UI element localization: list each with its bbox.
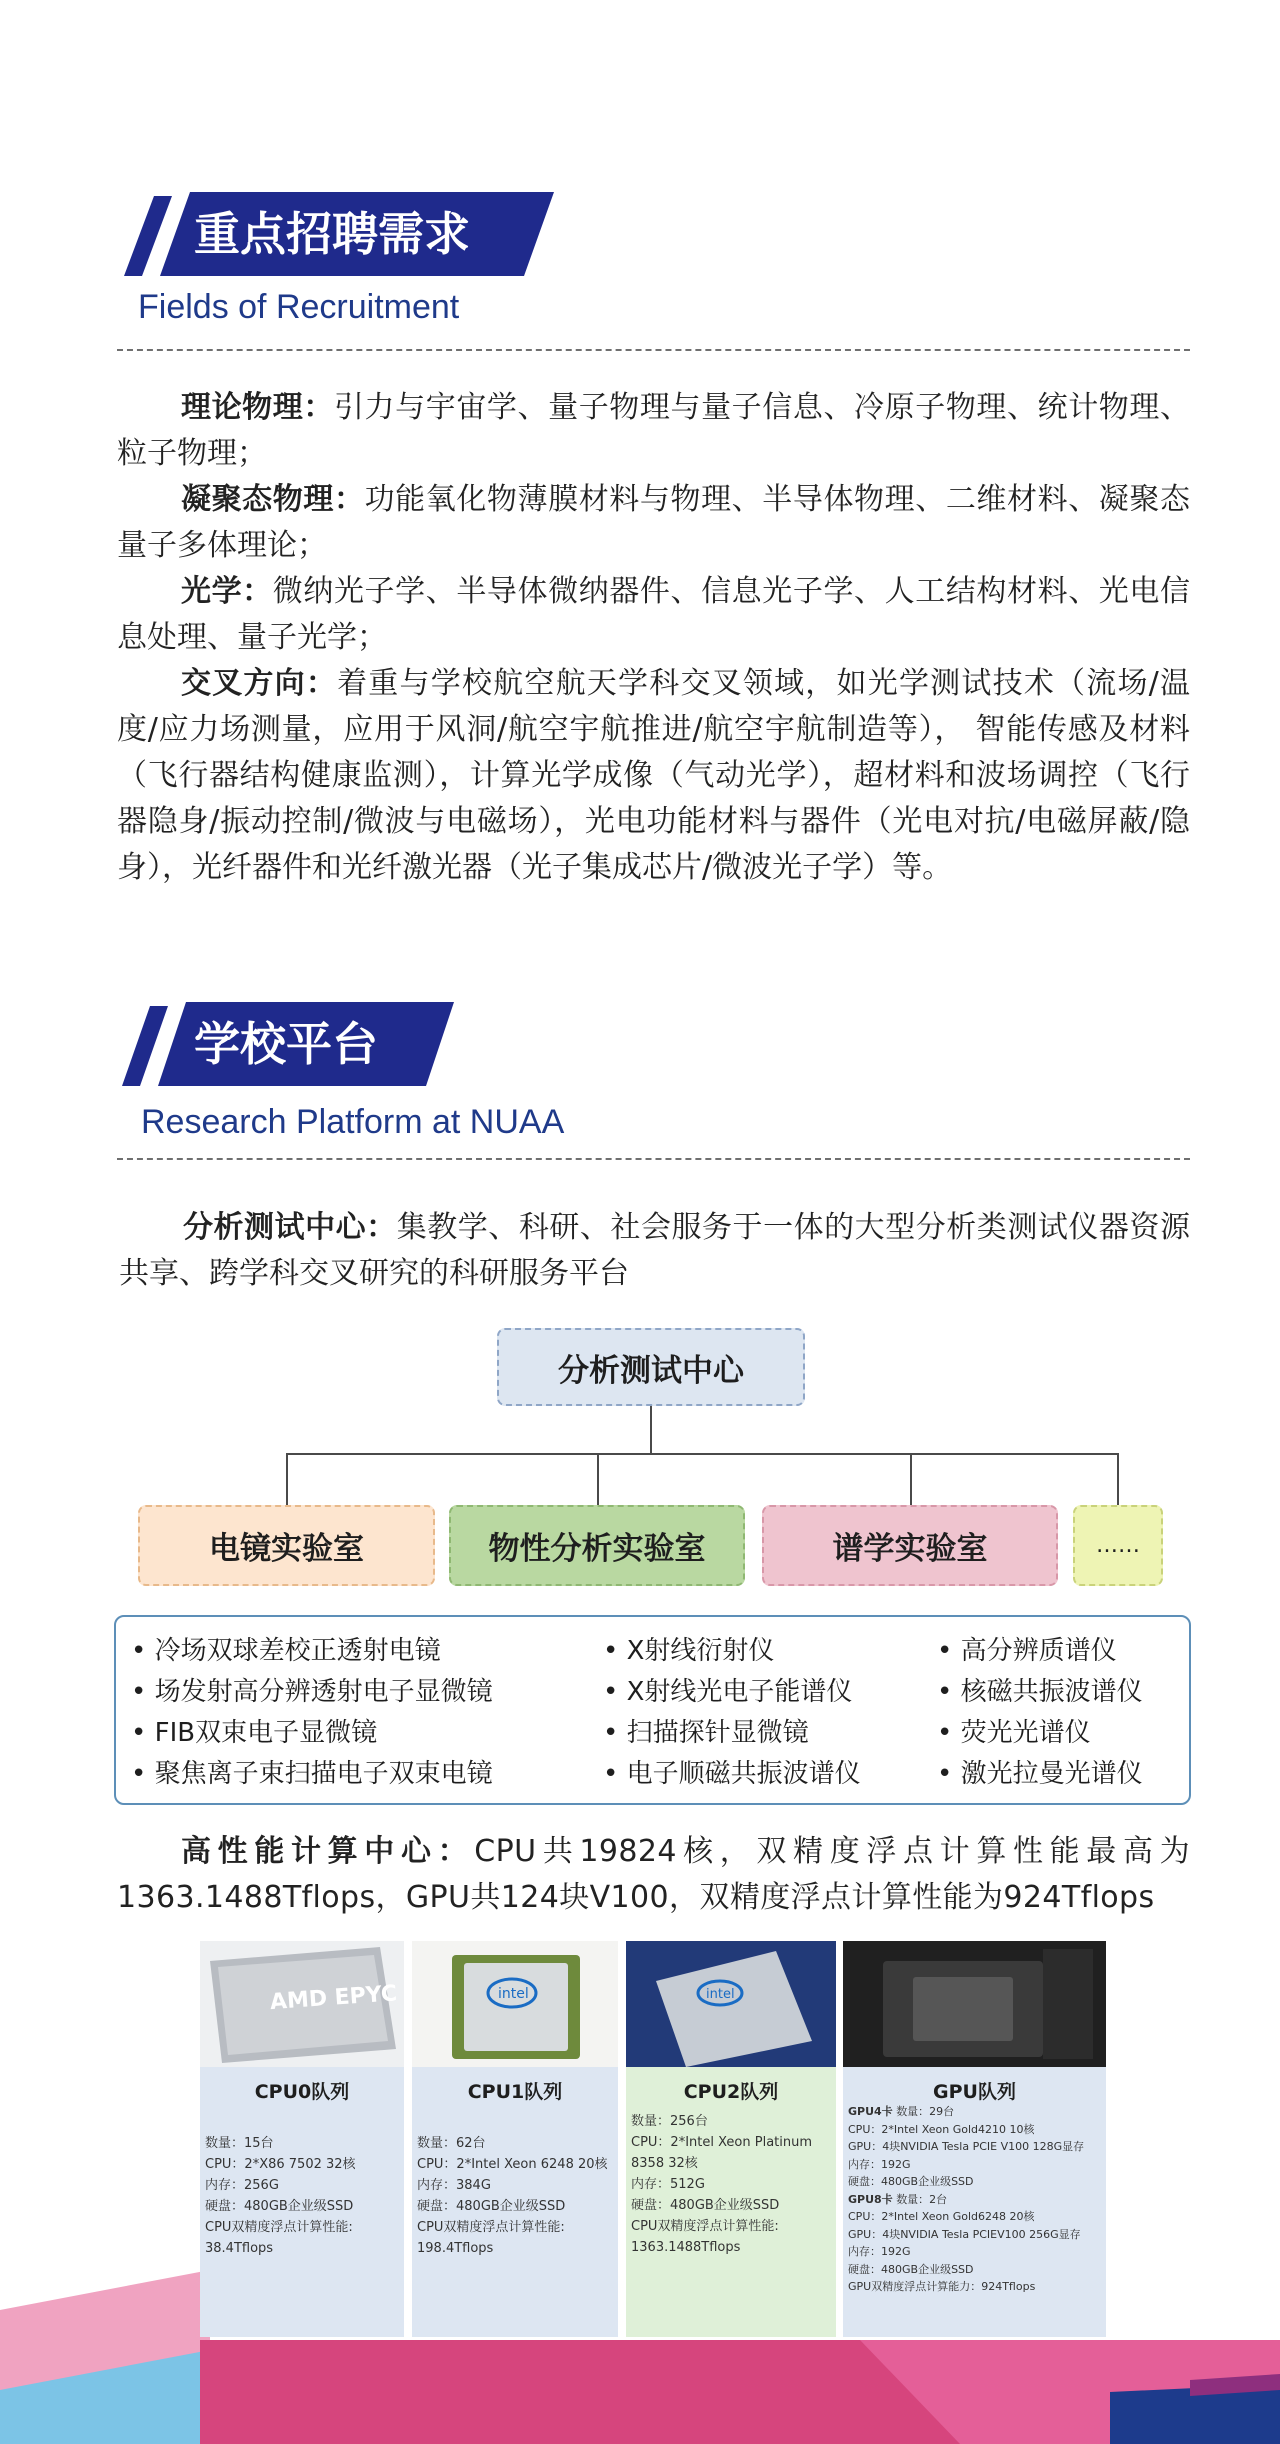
section-title: 重点招聘需求 bbox=[194, 207, 470, 261]
chip-mark: AMD EPYC bbox=[269, 1981, 398, 2016]
hpc-card-cpu0 bbox=[200, 1941, 404, 2337]
spec-line: 内存：256G bbox=[205, 2178, 279, 2193]
spec-line: 内存：512G bbox=[631, 2177, 705, 2192]
card-specs bbox=[205, 2133, 401, 2259]
list-item: • 冷场双球差校正透射电镜 bbox=[131, 1631, 493, 1672]
spec-line: 数量：15台 bbox=[205, 2136, 274, 2151]
connector bbox=[597, 1453, 599, 1505]
card-title: CPU1队列 bbox=[467, 2081, 563, 2103]
spec-line: 数量：29台 bbox=[896, 2105, 955, 2118]
connector bbox=[910, 1453, 912, 1505]
lab-node-em: 电镜实验室 bbox=[138, 1505, 435, 1586]
hpc-text: CPU共19824核，双精度浮点计算性能最高为1363.1488Tflops，GPU共124块V100，双精度浮点计算性能为924Tflops bbox=[117, 1834, 1190, 1915]
connector bbox=[286, 1453, 288, 1505]
card-specs bbox=[848, 2103, 1103, 2296]
root-node: 分析测试中心 bbox=[497, 1328, 805, 1406]
spec-line: CPU：2*Intel Xeon Gold6248 20核 bbox=[848, 2210, 1035, 2223]
spec-line: CPU双精度浮点计算性能: bbox=[631, 2219, 779, 2234]
section-subtitle: Research Platform at NUAA bbox=[141, 1103, 565, 1141]
spec-line: GPU双精度浮点计算能力：924Tflops bbox=[848, 2280, 1036, 2293]
spec-line: 硬盘：480GB企业级SSD bbox=[205, 2199, 354, 2214]
analysis-label: 分析测试中心： bbox=[183, 1210, 397, 1245]
card-title: CPU0队列 bbox=[254, 2081, 350, 2103]
field-theory bbox=[117, 385, 1190, 477]
field-text: 功能氧化物薄膜材料与物理、半导体物理、二维材料、凝聚态量子多体理论； bbox=[117, 482, 1190, 563]
list-item: • 电子顺磁共振波谱仪 bbox=[603, 1754, 861, 1795]
field-label: 理论物理： bbox=[181, 390, 334, 425]
list-item: • 高分辨质谱仪 bbox=[937, 1631, 1143, 1672]
gpu-board-image bbox=[843, 1941, 1106, 2067]
hpc-label: 高性能计算中心： bbox=[181, 1834, 475, 1869]
analysis-center-desc bbox=[119, 1205, 1190, 1297]
equipment-column bbox=[937, 1631, 1143, 1795]
lab-node-more: …… bbox=[1073, 1505, 1163, 1586]
card-specs bbox=[631, 2111, 833, 2258]
section-banner-platform bbox=[114, 1000, 454, 1090]
cpu-chip-image bbox=[200, 1941, 404, 2067]
lab-node-property: 物性分析实验室 bbox=[449, 1505, 745, 1586]
hpc-card-gpu bbox=[843, 1941, 1106, 2337]
spec-line: 数量：2台 bbox=[896, 2192, 948, 2206]
list-item: • X射线光电子能谱仪 bbox=[603, 1672, 861, 1713]
field-text: 微纳光子学、半导体微纳器件、信息光子学、人工结构材料、光电信息处理、量子光学； bbox=[117, 574, 1190, 655]
card-specs bbox=[417, 2133, 615, 2259]
list-item: • FIB双束电子显微镜 bbox=[131, 1713, 493, 1754]
list-item: • X射线衍射仪 bbox=[603, 1631, 861, 1672]
field-condensed bbox=[117, 477, 1190, 569]
spec-line: 硬盘：480GB企业级SSD bbox=[848, 2262, 974, 2276]
field-cross bbox=[117, 661, 1190, 891]
connector bbox=[650, 1406, 652, 1454]
field-label: 光学： bbox=[181, 574, 273, 609]
spec-line: 内存：192G bbox=[848, 2157, 911, 2171]
spec-line: 198.4Tflops bbox=[417, 2241, 494, 2256]
chip-mark: intel bbox=[498, 1986, 529, 2002]
spec-line: 8358 32核 bbox=[631, 2156, 698, 2171]
spec-line: CPU：2*Intel Xeon Platinum bbox=[631, 2135, 813, 2150]
lab-node-spectroscopy: 谱学实验室 bbox=[762, 1505, 1058, 1586]
equipment-list bbox=[114, 1615, 1191, 1805]
spec-line: GPU：4块NVIDIA Tesla PCIE V100 128G显存 bbox=[848, 2140, 1085, 2153]
spec-subhead: GPU8卡 bbox=[848, 2192, 893, 2206]
list-item: • 荧光光谱仪 bbox=[937, 1713, 1143, 1754]
field-text: 引力与宇宙学、量子物理与量子信息、冷原子物理、统计物理、粒子物理； bbox=[117, 390, 1190, 471]
spec-line: 1363.1488Tflops bbox=[631, 2240, 741, 2255]
field-label: 交叉方向： bbox=[181, 666, 338, 701]
spec-line: 38.4Tflops bbox=[205, 2241, 274, 2256]
spec-line: CPU：2*Intel Xeon Gold4210 10核 bbox=[848, 2122, 1035, 2136]
list-item: • 聚焦离子束扫描电子双束电镜 bbox=[131, 1754, 493, 1795]
field-label: 凝聚态物理： bbox=[181, 482, 365, 517]
spec-line: 数量：256台 bbox=[631, 2114, 708, 2129]
divider bbox=[117, 349, 1190, 351]
list-item: • 激光拉曼光谱仪 bbox=[937, 1754, 1143, 1795]
list-item: • 场发射高分辨透射电子显微镜 bbox=[131, 1672, 493, 1713]
field-optics bbox=[117, 569, 1190, 661]
connector bbox=[286, 1453, 1119, 1455]
spec-line: 硬盘：480GB企业级SSD bbox=[848, 2175, 974, 2188]
analysis-text: 集教学、科研、社会服务于一体的大型分析类测试仪器资源共享、跨学科交叉研究的科研服务平台 bbox=[119, 1210, 1190, 1291]
section-title: 学校平台 bbox=[194, 1017, 378, 1071]
section-banner-recruitment bbox=[114, 190, 554, 282]
spec-line: CPU：2*X86 7502 32核 bbox=[205, 2157, 356, 2172]
field-text: 着重与学校航空航天学科交叉领域，如光学测试技术（流场/温度/应力场测量，应用于风洞/航空宇航推进/航空宇航制造等）， 智能传感及材料（飞行器结构健康监测），计算光学成像（气动光学），超材料和波场调控（飞行器隐身/振动控制/微波与电磁场），光电功能材料与器件（光电对抗/电磁屏蔽/隐身），光纤器件和光纤激光器（光子集成芯片/微波光子学）等。 bbox=[117, 666, 1190, 885]
spec-line: CPU双精度浮点计算性能: bbox=[205, 2220, 353, 2235]
spec-line: 内存：192G bbox=[848, 2245, 911, 2258]
hpc-desc bbox=[117, 1829, 1190, 1921]
chip-mark: intel bbox=[706, 1987, 735, 2002]
equipment-column bbox=[603, 1631, 861, 1795]
cpu-chip-image bbox=[626, 1941, 836, 2067]
hpc-card-cpu2 bbox=[626, 1941, 836, 2337]
spec-line: 内存：384G bbox=[417, 2178, 491, 2193]
card-title: GPU队列 bbox=[933, 2081, 1016, 2103]
hpc-card-cpu1 bbox=[412, 1941, 618, 2337]
spec-line: 硬盘：480GB企业级SSD bbox=[631, 2198, 780, 2213]
spec-line: CPU：2*Intel Xeon 6248 20核 bbox=[417, 2157, 608, 2172]
spec-line: 数量：62台 bbox=[417, 2136, 486, 2151]
equipment-column bbox=[131, 1631, 493, 1795]
list-item: • 扫描探针显微镜 bbox=[603, 1713, 861, 1754]
cpu-chip-image bbox=[412, 1941, 618, 2067]
card-title: CPU2队列 bbox=[683, 2081, 779, 2103]
spec-line: 硬盘：480GB企业级SSD bbox=[417, 2199, 566, 2214]
list-item: • 核磁共振波谱仪 bbox=[937, 1672, 1143, 1713]
connector bbox=[1117, 1453, 1119, 1505]
spec-line: CPU双精度浮点计算性能: bbox=[417, 2220, 565, 2235]
divider bbox=[117, 1158, 1190, 1160]
spec-line: GPU：4块NVIDIA Tesla PCIEV100 256G显存 bbox=[848, 2227, 1081, 2241]
section-subtitle: Fields of Recruitment bbox=[138, 288, 460, 326]
spec-subhead: GPU4卡 bbox=[848, 2105, 893, 2118]
